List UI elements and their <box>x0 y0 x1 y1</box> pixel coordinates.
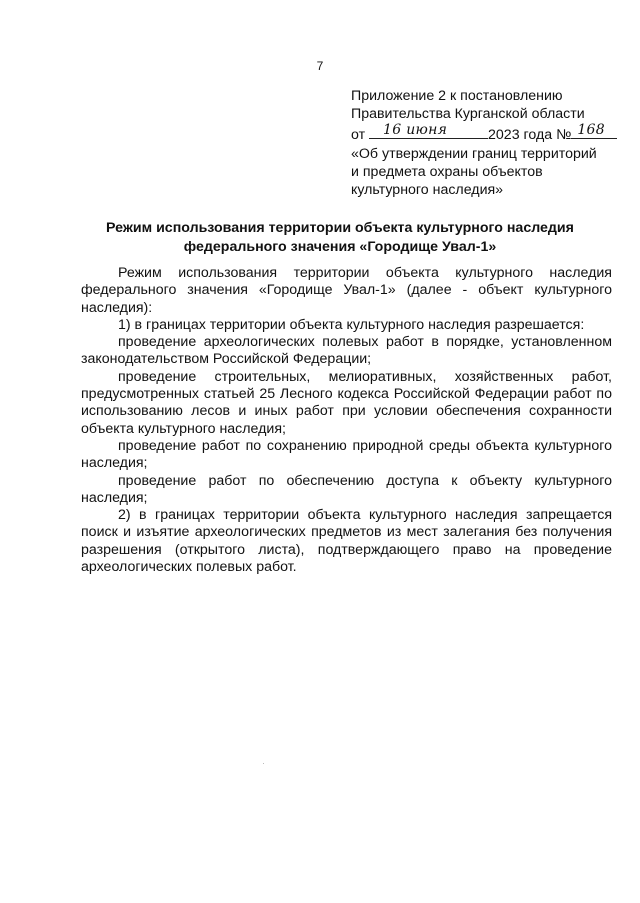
title-line-2: федерального значения «Городище Увал-1» <box>183 239 497 255</box>
intro-paragraph-rest: федерального значения «Городище Увал-1» (далее - объект культурного наследия): <box>81 282 612 316</box>
item-1-access: проведение работ по обеспечению доступа к объекту культурного наследия; <box>81 472 612 506</box>
title-line-1: Режим использования территории объекта культурного наследия <box>106 220 574 236</box>
appendix-line-1: Приложение 2 к постановлению <box>351 88 563 104</box>
item-1: 1) в границах территории объекта культурного наследия разрешается: <box>118 316 585 333</box>
item-1-archaeology: проведение археологических полевых работ в порядке, установленном законодательством Российской Федерации; <box>81 334 612 368</box>
year-text: 2023 года № <box>488 127 572 144</box>
date-prefix: от <box>351 127 366 144</box>
appendix-line-5: и предмета охраны объектов <box>351 163 543 180</box>
page-number: 7 <box>316 59 324 73</box>
item-2: 2) в границах территории объекта культурного наследия запрещается поиск и изъятие археологических предметов из мест залегания без получения разрешения (открытого листа), подтверждающего право на проведение археологических полевых работ. <box>81 507 612 576</box>
appendix-header <box>351 87 621 199</box>
item-1-construction: проведение строительных, мелиоративных, хозяйственных работ, предусмотренных статьей 25 Лесного кодекса Российской Федерации работ по использованию лесов и иных работ при условии обеспечения сохранности объекта культурного наследия; <box>81 368 612 437</box>
appendix-line-6: культурного наследия» <box>351 182 504 199</box>
number-field <box>571 123 617 139</box>
handwritten-date: 16 июня <box>383 122 448 139</box>
item-1-nature: проведение работ по сохранению природной среды объекта культурного наследия; <box>81 437 612 472</box>
date-field <box>369 123 488 139</box>
intro-paragraph-line-1: Режим использования территории объекта культурного наследия <box>118 265 612 281</box>
document-body <box>81 265 612 576</box>
appendix-line-2: Правительства Курганской области <box>351 106 585 123</box>
handwritten-number: 168 <box>577 122 605 139</box>
document-title <box>70 219 610 257</box>
scan-speck <box>263 763 264 764</box>
appendix-date-line <box>351 123 621 144</box>
appendix-line-4: «Об утверждении границ территорий <box>351 145 597 162</box>
